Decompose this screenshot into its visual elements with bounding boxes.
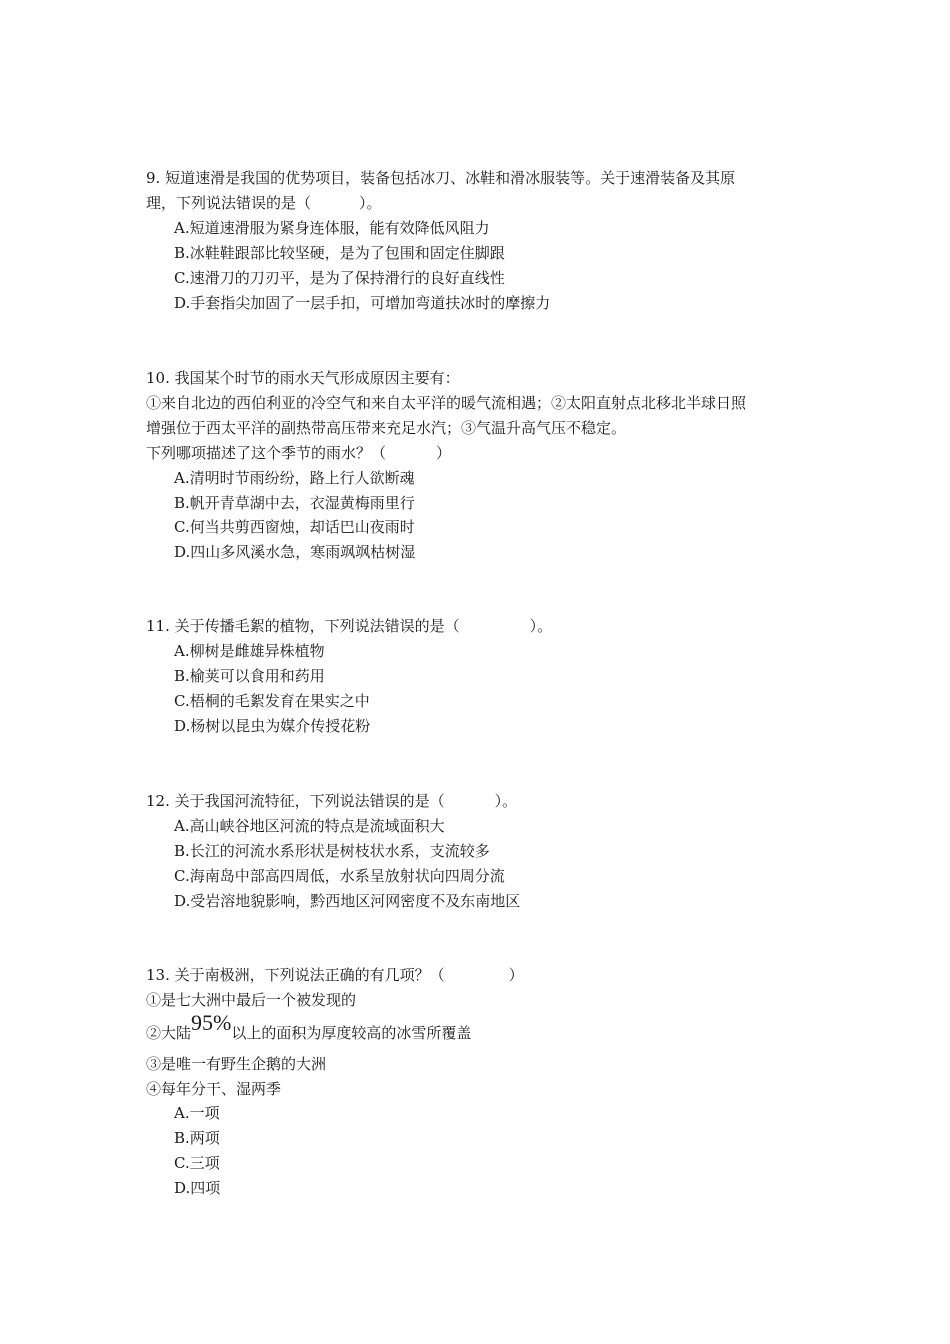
option-b: B.长江的河流水系形状是树枝状水系，支流较多 [174,841,490,860]
question-12-stem-prefix: 12. 关于我国河流特征，下列说法错误的是（ [146,791,445,810]
option-c: C.速滑刀的刀刃平，是为了保持滑行的良好直线性 [174,268,505,287]
question-11-stem-suffix: ）。 [529,617,553,636]
question-13 [146,963,812,1201]
option-a: A.高山峡谷地区河流的特点是流域面积大 [174,816,445,835]
option-d: D.四山多风溪水急，寒雨飒飒枯树湿 [174,543,416,562]
option-d: D.受岩溶地貌影响，黔西地区河网密度不及东南地区 [174,891,521,910]
option-c: C.三项 [174,1153,220,1172]
question-10-stem-suffix: ） [436,443,452,462]
option-c: C.海南岛中部高四周低，水系呈放射状向四周分流 [174,866,505,885]
option-b: B.两项 [174,1128,220,1147]
question-10 [146,366,812,566]
question-9-stem-suffix: ）。 [359,194,382,212]
question-13-stem-suffix: ） [508,965,524,984]
question-11 [146,614,812,739]
statement-2-percentage: 95% [191,1010,232,1035]
question-9-stem-line-2 [146,191,812,216]
option-d: D.四项 [174,1178,221,1197]
statement-4: ④每年分干、湿两季 [146,1079,282,1098]
question-12 [146,789,812,914]
question-11-stem-prefix: 11. 关于传播毛絮的植物，下列说法错误的是（ [146,617,460,636]
option-d: D.手套指尖加固了一层手扣，可增加弯道扶冰时的摩擦力 [174,293,551,312]
question-10-stem-line-2: ①来自北边的西伯利亚的冷空气和来自太平洋的暖气流相遇；②太阳直射点北移北半球日照 [146,393,747,412]
question-9-stem-line-1: 9. 短道速滑是我国的优势项目，装备包括冰刀、冰鞋和滑冰服装等。关于速滑装备及其原 [146,169,736,187]
question-9 [146,166,812,316]
statement-1: ①是七大洲中最后一个被发现的 [146,990,357,1009]
statement-2 [146,1010,812,1046]
option-a: A.清明时节雨纷纷，路上行人欲断魂 [174,468,415,487]
exam-page [146,166,812,1201]
question-12-stem-suffix: ）。 [494,791,518,810]
question-10-stem-line-3: 增强位于西太平洋的副热带高压带来充足水汽；③气温升高气压不稳定。 [146,418,627,437]
option-b: B.榆荚可以食用和药用 [174,667,325,686]
question-10-stem-prefix: 下列哪项描述了这个季节的雨水？（ [146,443,387,462]
option-c: C.何当共剪西窗烛，却话巴山夜雨时 [174,518,415,537]
question-12-stem [146,789,812,814]
option-a: A.短道速滑服为紧身连体服，能有效降低风阻力 [174,219,490,237]
question-10-stem-line-4 [146,441,812,466]
question-9-stem-prefix: 理，下列说法错误的是（ [146,194,312,212]
statement-3: ③是唯一有野生企鹅的大洲 [146,1055,327,1073]
question-13-stem [146,963,812,988]
question-11-stem [146,614,812,639]
option-b: B.帆开青草湖中去，衣湿黄梅雨里行 [174,493,415,512]
option-b: B.冰鞋鞋跟部比较坚硬，是为了包围和固定住脚跟 [174,243,505,262]
option-a: A.柳树是雌雄异株植物 [174,642,325,661]
option-c: C.梧桐的毛絮发育在果实之中 [174,692,370,711]
option-a: A.一项 [174,1104,220,1122]
option-d: D.杨树以昆虫为媒介传授花粉 [174,716,371,735]
statement-2-suffix: 以上的面积为厚度较高的冰雪所覆盖 [231,1024,472,1042]
question-10-stem-line-1: 10. 我国某个时节的雨水天气形成原因主要有： [146,368,460,387]
question-13-stem-prefix: 13. 关于南极洲，下列说法正确的有几项？（ [146,965,445,984]
statement-2-prefix: ②大陆 [146,1024,192,1042]
